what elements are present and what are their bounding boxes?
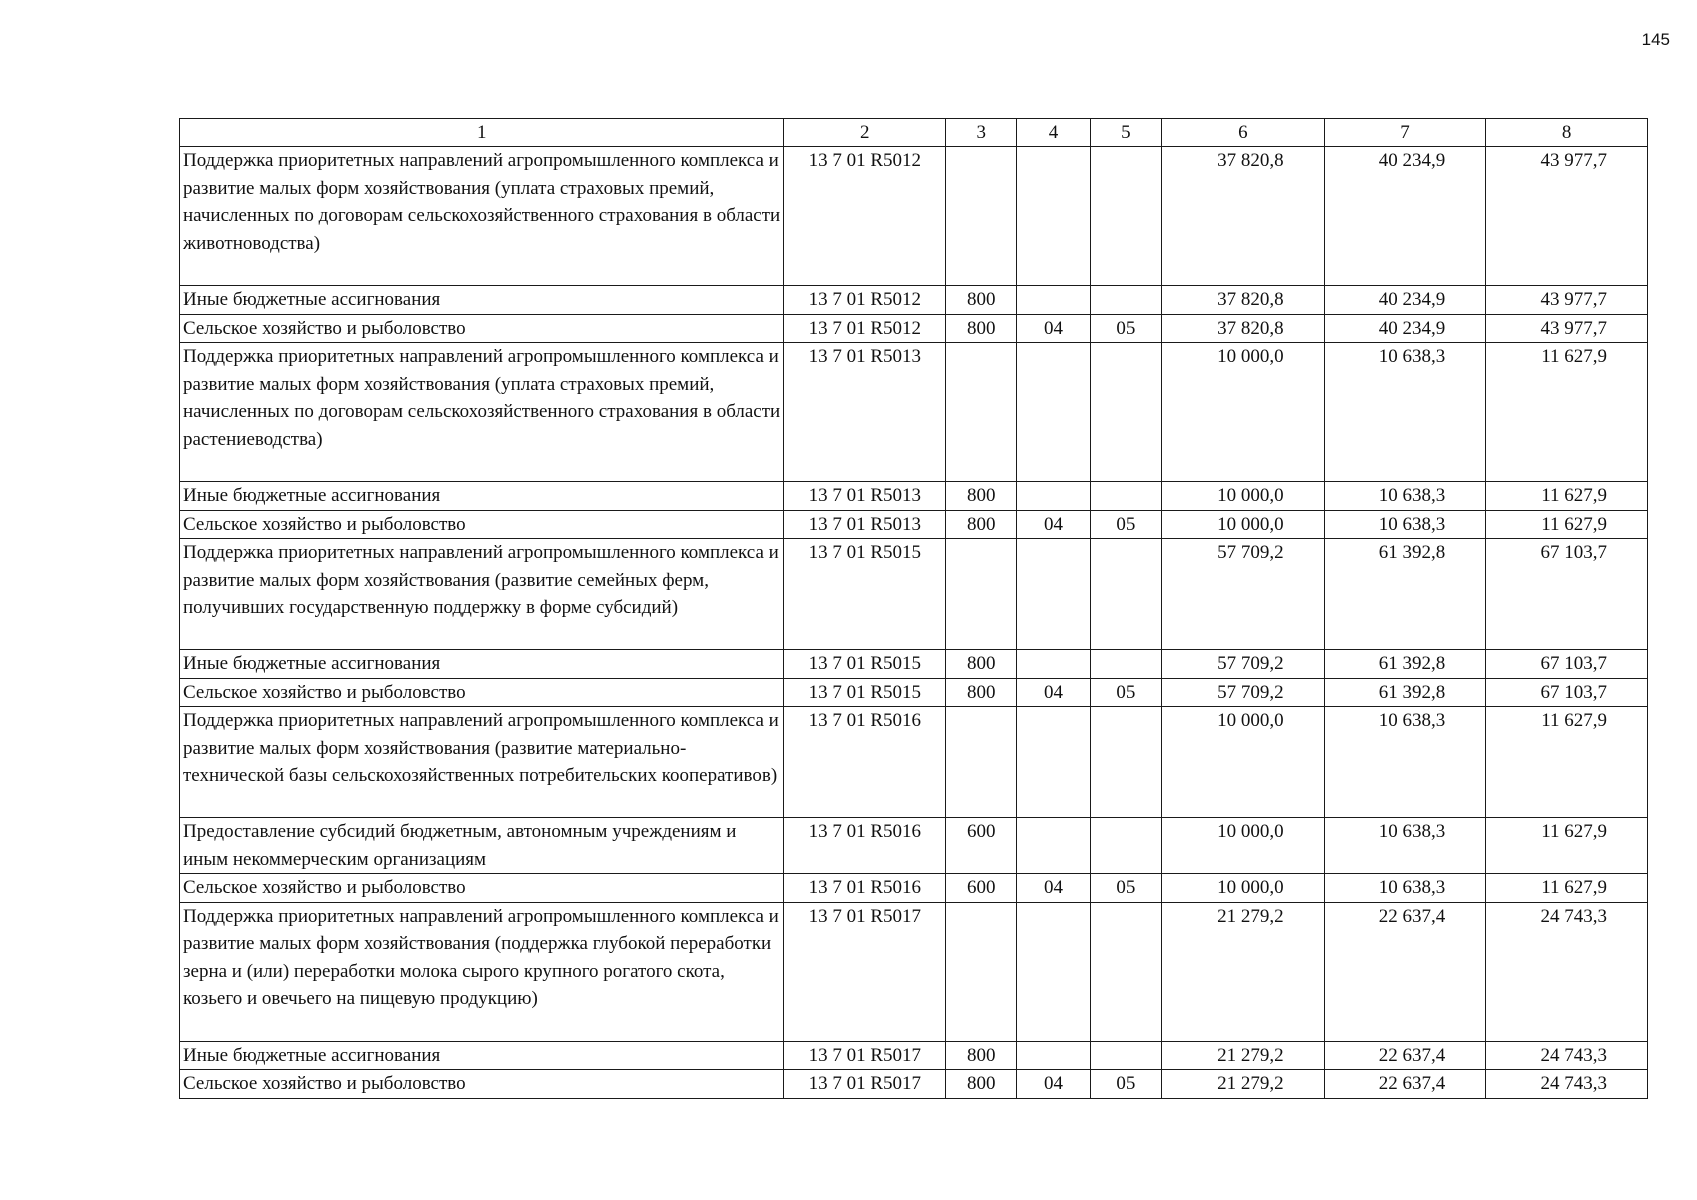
subsection-cell <box>1090 343 1161 482</box>
section-cell: 04 <box>1017 678 1090 707</box>
item-name-cell: Иные бюджетные ассигнования <box>180 286 784 315</box>
amount-year1-cell: 21 279,2 <box>1161 1041 1324 1070</box>
header-row <box>180 119 1648 147</box>
subsection-cell <box>1090 482 1161 511</box>
amount-year1-cell: 10 000,0 <box>1161 482 1324 511</box>
item-name-cell: Сельское хозяйство и рыболовство <box>180 314 784 343</box>
section-cell: 04 <box>1017 874 1090 903</box>
expense-type-cell: 800 <box>946 1041 1017 1070</box>
amount-year1-cell: 57 709,2 <box>1161 678 1324 707</box>
section-cell <box>1017 286 1090 315</box>
amount-year2-cell: 22 637,4 <box>1324 902 1486 1041</box>
amount-year2-cell: 61 392,8 <box>1324 539 1486 650</box>
item-name-cell: Сельское хозяйство и рыболовство <box>180 874 784 903</box>
budget-table <box>179 118 1648 1099</box>
amount-year3-cell: 24 743,3 <box>1486 902 1648 1041</box>
expense-type-cell: 800 <box>946 510 1017 539</box>
amount-year3-cell: 67 103,7 <box>1486 650 1648 679</box>
subsection-cell: 05 <box>1090 874 1161 903</box>
target-code-cell: 13 7 01 R5013 <box>784 343 946 482</box>
table-row <box>180 510 1648 539</box>
amount-year3-cell: 11 627,9 <box>1486 874 1648 903</box>
target-code-cell: 13 7 01 R5016 <box>784 874 946 903</box>
item-name-cell: Иные бюджетные ассигнования <box>180 1041 784 1070</box>
amount-year3-cell: 11 627,9 <box>1486 482 1648 511</box>
amount-year2-cell: 10 638,3 <box>1324 818 1486 874</box>
table-body <box>180 119 1648 1099</box>
subsection-cell <box>1090 707 1161 818</box>
subsection-cell <box>1090 902 1161 1041</box>
amount-year2-cell: 61 392,8 <box>1324 678 1486 707</box>
section-cell: 04 <box>1017 314 1090 343</box>
amount-year3-cell: 43 977,7 <box>1486 147 1648 286</box>
amount-year1-cell: 37 820,8 <box>1161 147 1324 286</box>
table-row <box>180 343 1648 482</box>
amount-year3-cell: 24 743,3 <box>1486 1070 1648 1099</box>
section-cell <box>1017 902 1090 1041</box>
header-cell-7: 7 <box>1324 119 1486 147</box>
header-cell-1: 1 <box>180 119 784 147</box>
amount-year2-cell: 40 234,9 <box>1324 314 1486 343</box>
item-name-cell: Поддержка приоритетных направлений агропромышленного комплекса и развитие малых форм хозяйствования (уплата страховых премий, начисленных по договорам сельскохозяйственного страхования в области растениеводства) <box>180 343 784 482</box>
item-name-cell: Иные бюджетные ассигнования <box>180 650 784 679</box>
subsection-cell: 05 <box>1090 314 1161 343</box>
amount-year2-cell: 40 234,9 <box>1324 147 1486 286</box>
amount-year1-cell: 10 000,0 <box>1161 707 1324 818</box>
item-name-cell: Предоставление субсидий бюджетным, автономным учреждениям и иным некоммерческим организациям <box>180 818 784 874</box>
target-code-cell: 13 7 01 R5015 <box>784 539 946 650</box>
target-code-cell: 13 7 01 R5016 <box>784 818 946 874</box>
amount-year1-cell: 37 820,8 <box>1161 314 1324 343</box>
subsection-cell: 05 <box>1090 1070 1161 1099</box>
header-cell-2: 2 <box>784 119 946 147</box>
subsection-cell <box>1090 650 1161 679</box>
target-code-cell: 13 7 01 R5015 <box>784 678 946 707</box>
amount-year3-cell: 67 103,7 <box>1486 539 1648 650</box>
subsection-cell <box>1090 286 1161 315</box>
table-row <box>180 286 1648 315</box>
amount-year2-cell: 40 234,9 <box>1324 286 1486 315</box>
expense-type-cell: 800 <box>946 650 1017 679</box>
section-cell <box>1017 343 1090 482</box>
amount-year2-cell: 10 638,3 <box>1324 343 1486 482</box>
section-cell <box>1017 147 1090 286</box>
table-row <box>180 902 1648 1041</box>
amount-year2-cell: 10 638,3 <box>1324 707 1486 818</box>
target-code-cell: 13 7 01 R5015 <box>784 650 946 679</box>
expense-type-cell: 800 <box>946 482 1017 511</box>
expense-type-cell <box>946 343 1017 482</box>
header-cell-3: 3 <box>946 119 1017 147</box>
header-cell-8: 8 <box>1486 119 1648 147</box>
expense-type-cell: 800 <box>946 286 1017 315</box>
expense-type-cell: 600 <box>946 874 1017 903</box>
target-code-cell: 13 7 01 R5013 <box>784 510 946 539</box>
page-number: 145 <box>1641 30 1670 49</box>
section-cell <box>1017 1041 1090 1070</box>
item-name-cell: Сельское хозяйство и рыболовство <box>180 510 784 539</box>
section-cell <box>1017 539 1090 650</box>
section-cell <box>1017 818 1090 874</box>
amount-year1-cell: 10 000,0 <box>1161 510 1324 539</box>
table-row <box>180 678 1648 707</box>
subsection-cell <box>1090 818 1161 874</box>
expense-type-cell: 800 <box>946 678 1017 707</box>
header-cell-6: 6 <box>1161 119 1324 147</box>
table-row <box>180 1041 1648 1070</box>
subsection-cell: 05 <box>1090 678 1161 707</box>
table-row <box>180 818 1648 874</box>
expense-type-cell <box>946 902 1017 1041</box>
amount-year1-cell: 10 000,0 <box>1161 874 1324 903</box>
item-name-cell: Поддержка приоритетных направлений агропромышленного комплекса и развитие малых форм хозяйствования (поддержка глубокой переработки зерна и (или) переработки молока сырого крупного рогатого скота, козьего и овечьего на пищевую продукцию) <box>180 902 784 1041</box>
table-row <box>180 314 1648 343</box>
table-row <box>180 539 1648 650</box>
amount-year3-cell: 67 103,7 <box>1486 678 1648 707</box>
section-cell: 04 <box>1017 1070 1090 1099</box>
amount-year1-cell: 21 279,2 <box>1161 902 1324 1041</box>
target-code-cell: 13 7 01 R5012 <box>784 314 946 343</box>
amount-year2-cell: 10 638,3 <box>1324 510 1486 539</box>
target-code-cell: 13 7 01 R5017 <box>784 1041 946 1070</box>
amount-year2-cell: 10 638,3 <box>1324 874 1486 903</box>
subsection-cell: 05 <box>1090 510 1161 539</box>
target-code-cell: 13 7 01 R5012 <box>784 286 946 315</box>
item-name-cell: Сельское хозяйство и рыболовство <box>180 678 784 707</box>
target-code-cell: 13 7 01 R5013 <box>784 482 946 511</box>
table-row <box>180 874 1648 903</box>
amount-year2-cell: 22 637,4 <box>1324 1041 1486 1070</box>
amount-year1-cell: 10 000,0 <box>1161 818 1324 874</box>
amount-year2-cell: 10 638,3 <box>1324 482 1486 511</box>
item-name-cell: Сельское хозяйство и рыболовство <box>180 1070 784 1099</box>
amount-year2-cell: 61 392,8 <box>1324 650 1486 679</box>
amount-year3-cell: 11 627,9 <box>1486 343 1648 482</box>
expense-type-cell: 600 <box>946 818 1017 874</box>
item-name-cell: Поддержка приоритетных направлений агропромышленного комплекса и развитие малых форм хозяйствования (уплата страховых премий, начисленных по договорам сельскохозяйственного страхования в области животноводства) <box>180 147 784 286</box>
table-row <box>180 1070 1648 1099</box>
amount-year1-cell: 37 820,8 <box>1161 286 1324 315</box>
amount-year1-cell: 57 709,2 <box>1161 539 1324 650</box>
amount-year3-cell: 43 977,7 <box>1486 314 1648 343</box>
section-cell: 04 <box>1017 510 1090 539</box>
amount-year3-cell: 24 743,3 <box>1486 1041 1648 1070</box>
table-row <box>180 147 1648 286</box>
target-code-cell: 13 7 01 R5017 <box>784 1070 946 1099</box>
amount-year2-cell: 22 637,4 <box>1324 1070 1486 1099</box>
header-cell-4: 4 <box>1017 119 1090 147</box>
expense-type-cell: 800 <box>946 314 1017 343</box>
subsection-cell <box>1090 1041 1161 1070</box>
target-code-cell: 13 7 01 R5012 <box>784 147 946 286</box>
section-cell <box>1017 482 1090 511</box>
table-row <box>180 707 1648 818</box>
subsection-cell <box>1090 147 1161 286</box>
target-code-cell: 13 7 01 R5016 <box>784 707 946 818</box>
amount-year1-cell: 57 709,2 <box>1161 650 1324 679</box>
table-row <box>180 650 1648 679</box>
amount-year3-cell: 11 627,9 <box>1486 707 1648 818</box>
expense-type-cell: 800 <box>946 1070 1017 1099</box>
header-cell-5: 5 <box>1090 119 1161 147</box>
subsection-cell <box>1090 539 1161 650</box>
item-name-cell: Иные бюджетные ассигнования <box>180 482 784 511</box>
item-name-cell: Поддержка приоритетных направлений агропромышленного комплекса и развитие малых форм хозяйствования (развитие материально-технической базы сельскохозяйственных потребительских кооперативов) <box>180 707 784 818</box>
target-code-cell: 13 7 01 R5017 <box>784 902 946 1041</box>
expense-type-cell <box>946 539 1017 650</box>
section-cell <box>1017 650 1090 679</box>
amount-year3-cell: 11 627,9 <box>1486 818 1648 874</box>
table-row <box>180 482 1648 511</box>
expense-type-cell <box>946 147 1017 286</box>
amount-year1-cell: 21 279,2 <box>1161 1070 1324 1099</box>
section-cell <box>1017 707 1090 818</box>
amount-year1-cell: 10 000,0 <box>1161 343 1324 482</box>
amount-year3-cell: 11 627,9 <box>1486 510 1648 539</box>
amount-year3-cell: 43 977,7 <box>1486 286 1648 315</box>
item-name-cell: Поддержка приоритетных направлений агропромышленного комплекса и развитие малых форм хозяйствования (развитие семейных ферм, получивших государственную поддержку в форме субсидий) <box>180 539 784 650</box>
expense-type-cell <box>946 707 1017 818</box>
